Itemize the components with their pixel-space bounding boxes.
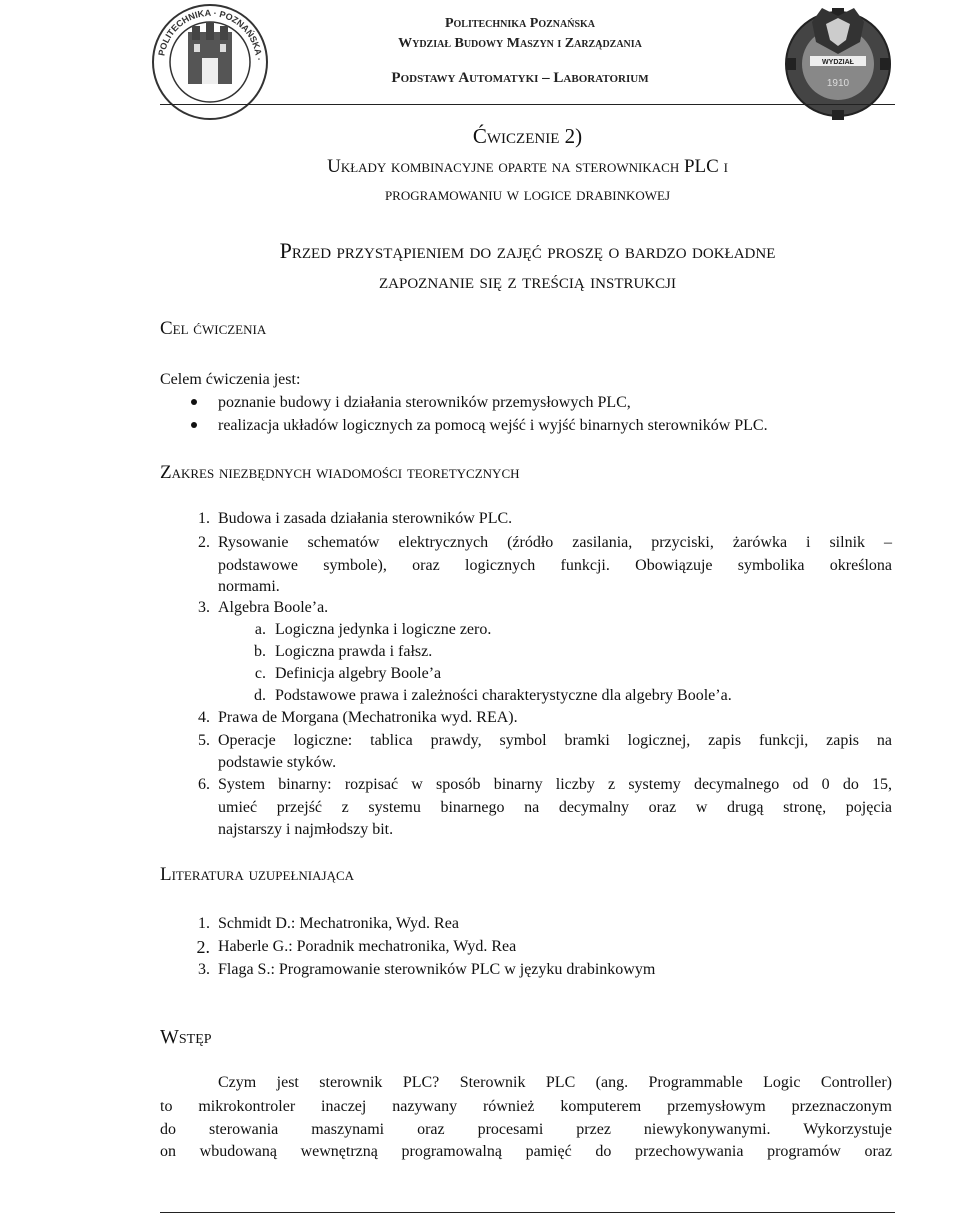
list-letter: a.: [254, 621, 266, 638]
goal-item: poznanie budowy i działania sterowników przemysłowych PLC,: [218, 394, 631, 411]
literature-item: Schmidt D.: Mechatronika, Wyd. Rea: [218, 915, 459, 932]
list-letter: d.: [254, 687, 266, 704]
bullet-icon: [191, 399, 197, 405]
literature-item: Flaga S.: Programowanie sterowników PLC w języku drabinkowym: [218, 961, 656, 978]
course-name: Podstawy Automatyki – Laboratorium: [391, 70, 649, 86]
scope-subitem: Definicja algebry Boole’a: [275, 665, 442, 682]
literature-item: Haberle G.: Poradnik mechatronika, Wyd. Rea: [218, 938, 517, 955]
list-number: 2.: [198, 534, 210, 551]
scope-subitem: Logiczna jedynka i logiczne zero.: [275, 621, 492, 638]
exercise-title-line2: programowaniu w logice drabinkowej: [384, 184, 671, 205]
goal-intro: Celem ćwiczenia jest:: [160, 371, 301, 388]
exercise-title-line1: Układy kombinacyjne oparte na sterownikach PLC i: [327, 156, 728, 177]
scope-item: Rysowanie schematów elektrycznych (źródło zasilania, przyciski, żarówka i silnik –: [218, 534, 892, 551]
footer-divider: [160, 1212, 895, 1213]
list-letter: c.: [254, 665, 266, 682]
svg-text:1910: 1910: [826, 78, 850, 89]
scope-item: podstawie styków.: [218, 754, 337, 771]
notice-line2: zapoznanie się z treścią instrukcji: [379, 268, 676, 293]
scope-item: podstawowe symbole), oraz logicznych funkcji. Obowiązuje symbolika określona: [218, 557, 892, 574]
scope-item: umieć przejść z systemu binarnego na decymalny oraz w drugą stronę, pojęcia: [218, 799, 892, 816]
list-number: 6.: [198, 776, 210, 793]
scope-item: Prawa de Morgana (Mechatronika wyd. REA).: [218, 709, 518, 726]
intro-paragraph-line: Czym jest sterownik PLC? Sterownik PLC (ang. Programmable Logic Controller): [218, 1074, 892, 1091]
intro-paragraph-line: on wbudowaną wewnętrzną programowalną pamięć do przechowywania programów oraz: [160, 1143, 892, 1160]
list-number: 5.: [198, 732, 210, 749]
svg-text:POLITECHNIKA · POZNAŃSKA ·: POLITECHNIKA · POZNAŃSKA ·: [156, 7, 265, 62]
list-number: 1.: [198, 510, 210, 527]
goal-item: realizacja układów logicznych za pomocą wejść i wyjść binarnych sterowników PLC.: [218, 417, 768, 434]
scope-subitem: Logiczna prawda i fałsz.: [275, 643, 433, 660]
exercise-number: Ćwiczenie 2): [472, 124, 583, 148]
intro-heading: Wstęp: [160, 1026, 212, 1048]
scope-item: normami.: [218, 578, 280, 595]
literature-heading: Literatura uzupełniająca: [160, 864, 355, 885]
list-letter: b.: [254, 643, 266, 660]
scope-item: Budowa i zasada działania sterowników PLC.: [218, 510, 513, 527]
list-number: 3.: [198, 961, 210, 978]
scope-item: Operacje logiczne: tablica prawdy, symbol bramki logicznej, zapis funkcji, zapis na: [218, 732, 892, 749]
scope-heading: Zakres niezbędnych wiadomości teoretycznych: [160, 462, 520, 483]
goal-heading: Cel ćwiczenia: [160, 318, 267, 339]
scope-item: najstarszy i najmłodszy bit.: [218, 821, 394, 838]
svg-text:WYDZIAŁ: WYDZIAŁ: [822, 59, 854, 66]
university-name: Politechnika Poznańska: [444, 16, 596, 31]
scope-item: System binarny: rozpisać w sposób binarny liczby z systemy decymalnego od 0 do 15,: [218, 776, 892, 793]
list-number: 1.: [198, 915, 210, 932]
bullet-icon: [191, 422, 197, 428]
list-number: 3.: [198, 599, 210, 616]
notice-line1: Przed przystąpieniem do zajęć proszę o bardzo dokładne: [279, 238, 776, 263]
scope-item: Algebra Boole’a.: [218, 599, 329, 616]
list-number: 4.: [198, 709, 210, 726]
list-number: 2.: [196, 937, 210, 957]
faculty-name: Wydział Budowy Maszyn i Zarządzania: [398, 36, 642, 51]
intro-paragraph-line: to mikrokontroler inaczej nazywany również komputerem przemysłowym przeznaczonym: [160, 1098, 892, 1115]
intro-paragraph-line: do sterowania maszynami oraz procesami przez niewykonywanymi. Wykorzystuje: [160, 1121, 892, 1138]
scope-subitem: Podstawowe prawa i zależności charakterystyczne dla algebry Boole’a.: [275, 687, 732, 704]
header-divider: [160, 104, 895, 105]
